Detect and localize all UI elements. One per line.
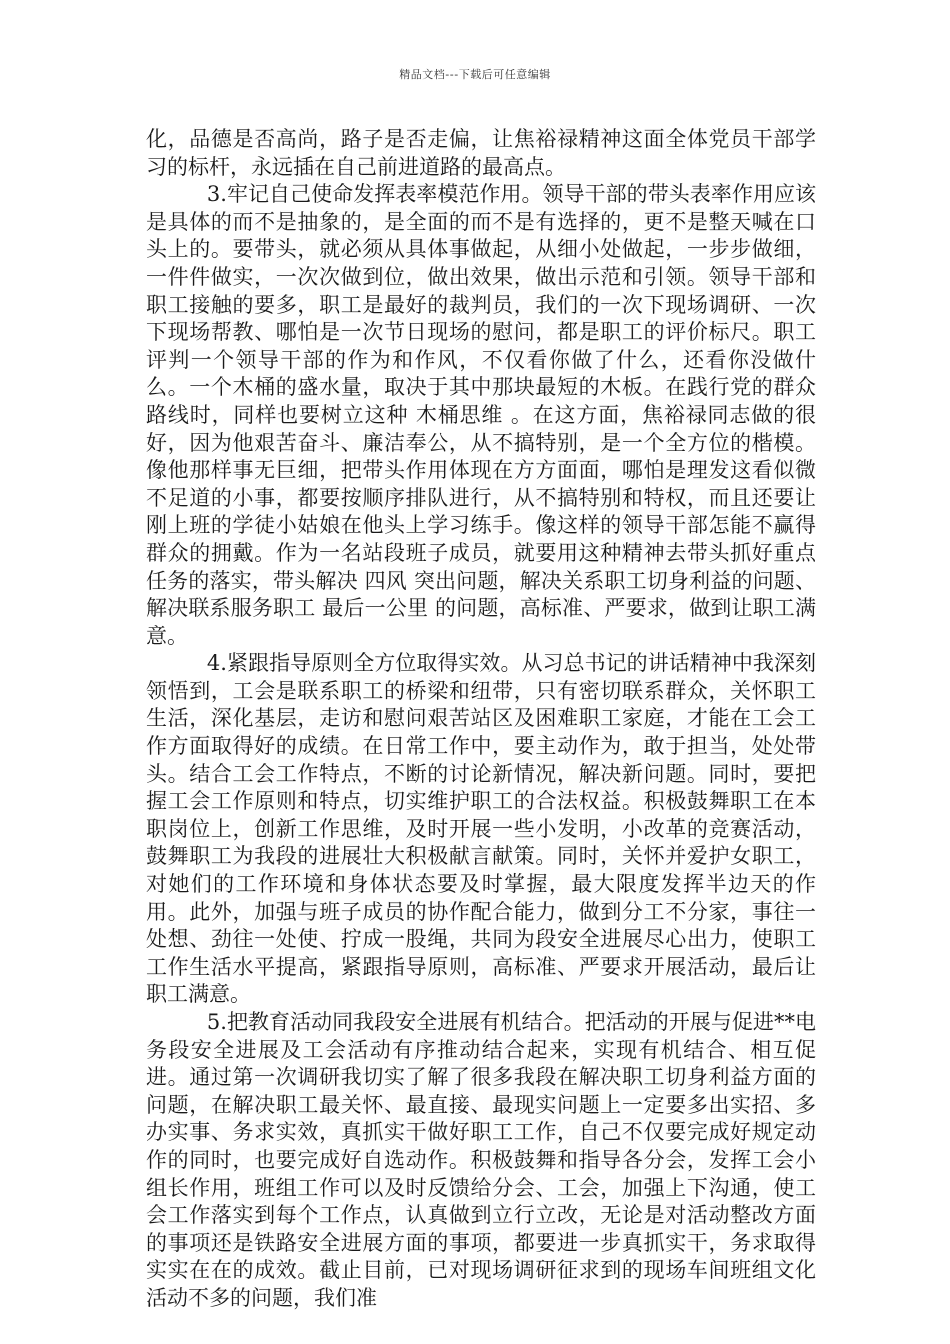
document-body	[146, 126, 816, 1313]
paragraph-continuation: 化，品德是否高尚，路子是否走偏，让焦裕禄精神这面全体党员干部学习的标杆，永远插在自己前进道路的最高点。	[146, 127, 816, 179]
paragraph-item-4: 4.紧跟指导原则全方位取得实效。从习总书记的讲话精神中我深刻领悟到，工会是联系职工的桥梁和纽带，只有密切联系群众，关怀职工生活，深化基层，走访和慰问艰苦站区及困难职工家庭，才能在工会工作方面取得好的成绩。在日常工作中，要主动作为，敢于担当，处处带头。结合工会工作特点，不断的讨论新情况，解决新问题。同时，要把握工会工作原则和特点，切实维护职工的合法权益。积极鼓舞职工在本职岗位上，创新工作思维，及时开展一些小发明，小改革的竞赛活动，鼓舞职工为我段的进展壮大积极献言献策。同时，关怀并爱护女职工，对她们的工作环境和身体状态要及时掌握，最大限度发挥半边天的作用。此外，加强与班子成员的协作配合能力，做到分工不分家，事往一处想、劲往一处使、拧成一股绳，共同为段安全进展尽心出力，使职工工作生活水平提高，紧跟指导原则，高标准、严要求开展活动，最后让职工满意。	[146, 651, 816, 1007]
page-header: 精品文档---下载后可任意编辑	[399, 68, 551, 81]
paragraph-item-3: 3.牢记自己使命发挥表率模范作用。领导干部的带头表率作用应该是具体的而不是抽象的，是全面的而不是有选择的，更不是整天喊在口头上的。要带头，就必须从具体事做起，从细小处做起，一步步做细，一件件做实，一次次做到位，做出效果，做出示范和引领。领导干部和职工接触的要多，职工是最好的裁判员，我们的一次下现场调研、一次下现场帮教、哪怕是一次节日现场的慰问，都是职工的评价标尺。职工评判一个领导干部的作为和作风，不仅看你做了什么，还看你没做什么。一个木桶的盛水量，取决于其中那块最短的木板。在践行党的群众路线时，同样也要树立这种 木桶思维 。在这方面，焦裕禄同志做的很好，因为他艰苦奋斗、廉洁奉公，从不搞特别，是一个全方位的楷模。像他那样事无巨细，把带头作用体现在方方面面，哪怕是理发这看似微不足道的小事，都要按顺序排队进行，从不搞特别和特权，而且还要让刚上班的学徒小姑娘在他头上学习练手。像这样的领导干部怎能不赢得群众的拥戴。作为一名站段班子成员，就要用这种精神去带头抓好重点任务的落实，带头解决 四风 突出问题，解决关系职工切身利益的问题、解决联系服务职工 最后一公里 的问题，高标准、严要求，做到让职工满意。	[146, 182, 816, 648]
paragraph-item-5: 5.把教育活动同我段安全进展有机结合。把活动的开展与促进**电务段安全进展及工会活动有序推动结合起来，实现有机结合、相互促进。通过第一次调研我切实了解了很多我段在解决职工切身利益方面的问题，在解决职工最关怀、最直接、最现实问题上一定要多出实招、多办实事、务求实效，真抓实干做好职工工作，自己不仅要完成好规定动作的同时，也要完成好自选动作。积极鼓舞和指导各分会，发挥工会小组长作用，班组工作可以及时反馈给分会、工会，加强上下沟通，使工会工作落实到每个工作点，认真做到立行立改，无论是对活动整改方面的事项还是铁路安全进展方面的事项，都要进一步真抓实干，务求取得实实在在的成效。截止目前，已对现场调研征求到的现场车间班组文化活动不多的问题，我们准	[146, 1010, 816, 1310]
